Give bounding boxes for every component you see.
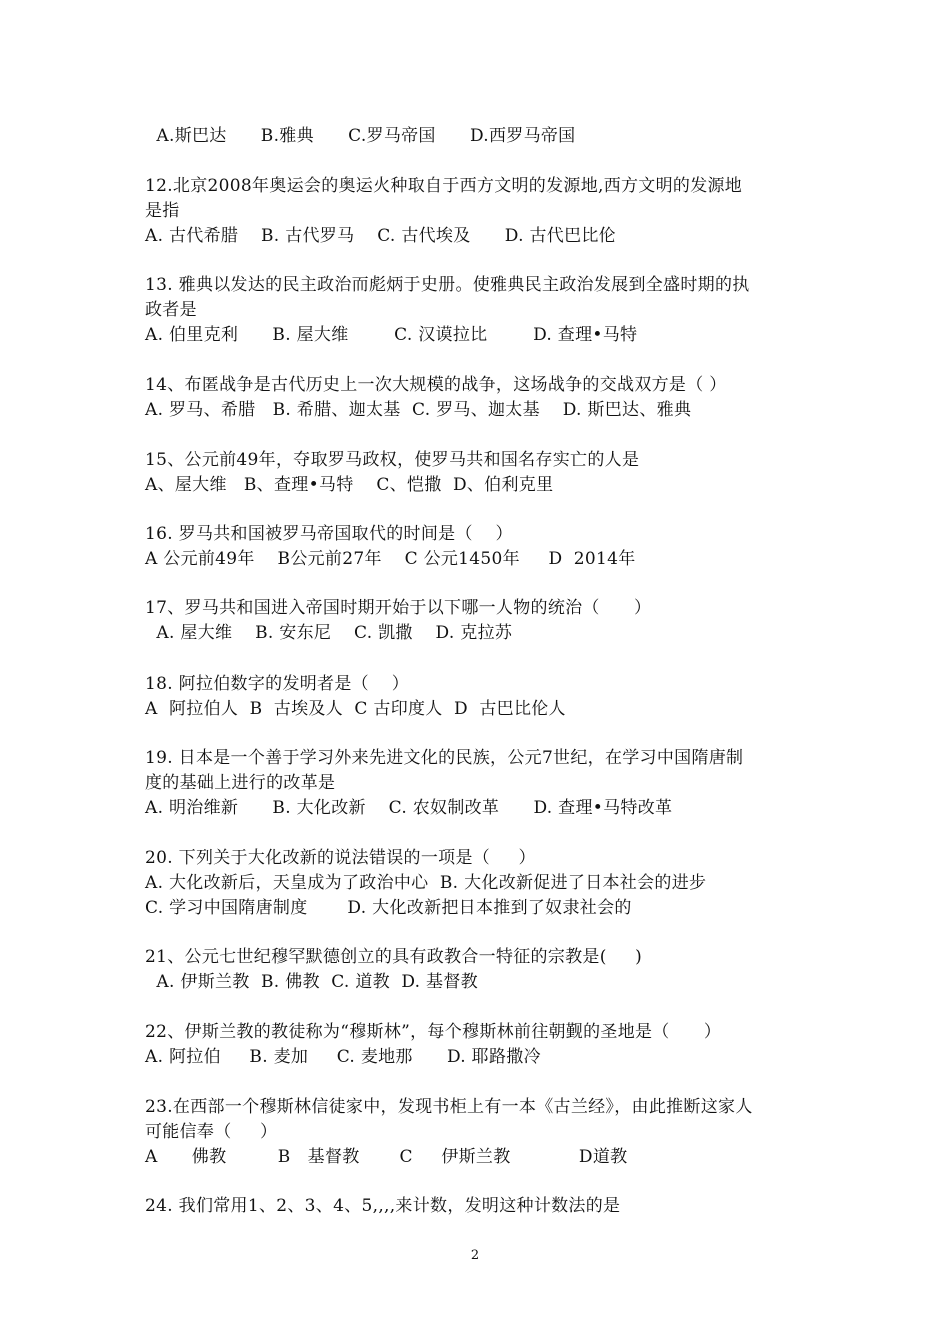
q17-options: A. 屋大维 B. 安东尼 C. 凯撒 D. 克拉苏: [145, 623, 513, 643]
q14-options: A. 罗马、希腊 B. 希腊、迦太基 C. 罗马、迦太基 D. 斯巴达、雅典: [145, 400, 692, 420]
q12-stem: 12.北京2008年奥运会的奥运火种取自于西方文明的发源地,西方文明的发源地: [145, 176, 743, 196]
q12-stem-cont: 是指: [145, 201, 180, 221]
q19-stem: 19. 日本是一个善于学习外来先进文化的民族，公元7世纪，在学习中国隋唐制: [145, 748, 744, 768]
q14-stem: 14、布匿战争是古代历史上一次大规模的战争，这场战争的交战双方是（ ）: [145, 375, 727, 395]
q17-stem: 17、罗马共和国进入帝国时期开始于以下哪一人物的统治（ ）: [145, 598, 652, 618]
q12-options: A. 古代希腊 B. 古代罗马 C. 古代埃及 D. 古代巴比伦: [145, 226, 616, 246]
q18-stem: 18. 阿拉伯数字的发明者是（ ）: [145, 674, 410, 694]
q13-stem-cont: 政者是: [145, 300, 197, 320]
q22-options: A. 阿拉伯 B. 麦加 C. 麦地那 D. 耶路撒冷: [145, 1047, 541, 1067]
q23-stem: 23.在西部一个穆斯林信徒家中，发现书柜上有一本《古兰经》，由此推断这家人: [145, 1097, 753, 1117]
q20-stem: 20. 下列关于大化改新的说法错误的一项是（ ）: [145, 848, 536, 868]
q15-options: A、屋大维 B、查理•马特 C、恺撒 D、伯利克里: [145, 475, 554, 495]
q11-options: A.斯巴达 B.雅典 C.罗马帝国 D.西罗马帝国: [145, 126, 576, 146]
q15-stem: 15、公元前49年，夺取罗马政权，使罗马共和国名存实亡的人是: [145, 450, 640, 470]
q20-options-cd: C. 学习中国隋唐制度 D. 大化改新把日本推到了奴隶社会的: [145, 898, 632, 918]
q21-options: A. 伊斯兰教 B. 佛教 C. 道教 D. 基督教: [145, 972, 478, 992]
q16-options: A 公元前49年 B公元前27年 C 公元1450年 D 2014年: [145, 549, 636, 569]
page-number: 2: [470, 1248, 480, 1263]
q16-stem: 16. 罗马共和国被罗马帝国取代的时间是（ ）: [145, 524, 513, 544]
q24-stem: 24. 我们常用1、2、3、4、5,,,,来计数，发明这种计数法的是: [145, 1196, 621, 1216]
q23-options: A 佛教 B 基督教 C 伊斯兰教 D道教: [145, 1147, 628, 1167]
q21-stem: 21、公元七世纪穆罕默德创立的具有政教合一特征的宗教是( ): [145, 947, 643, 967]
q20-options-ab: A. 大化改新后，天皇成为了政治中心 B. 大化改新促进了日本社会的进步: [145, 873, 707, 893]
q18-options: A 阿拉伯人 B 古埃及人 C 古印度人 D 古巴比伦人: [145, 699, 566, 719]
q13-options: A. 伯里克利 B. 屋大维 C. 汉谟拉比 D. 查理•马特: [145, 325, 638, 345]
q13-stem: 13. 雅典以发达的民主政治而彪炳于史册。使雅典民主政治发展到全盛时期的执: [145, 275, 750, 295]
q23-stem-cont: 可能信奉（ ）: [145, 1122, 278, 1142]
q19-options: A. 明治维新 B. 大化改新 C. 农奴制改革 D. 查理•马特改革: [145, 798, 673, 818]
q19-stem-cont: 度的基础上进行的改革是: [145, 773, 336, 793]
q22-stem: 22、伊斯兰教的教徒称为“穆斯林”，每个穆斯林前往朝觐的圣地是（ ）: [145, 1022, 722, 1042]
